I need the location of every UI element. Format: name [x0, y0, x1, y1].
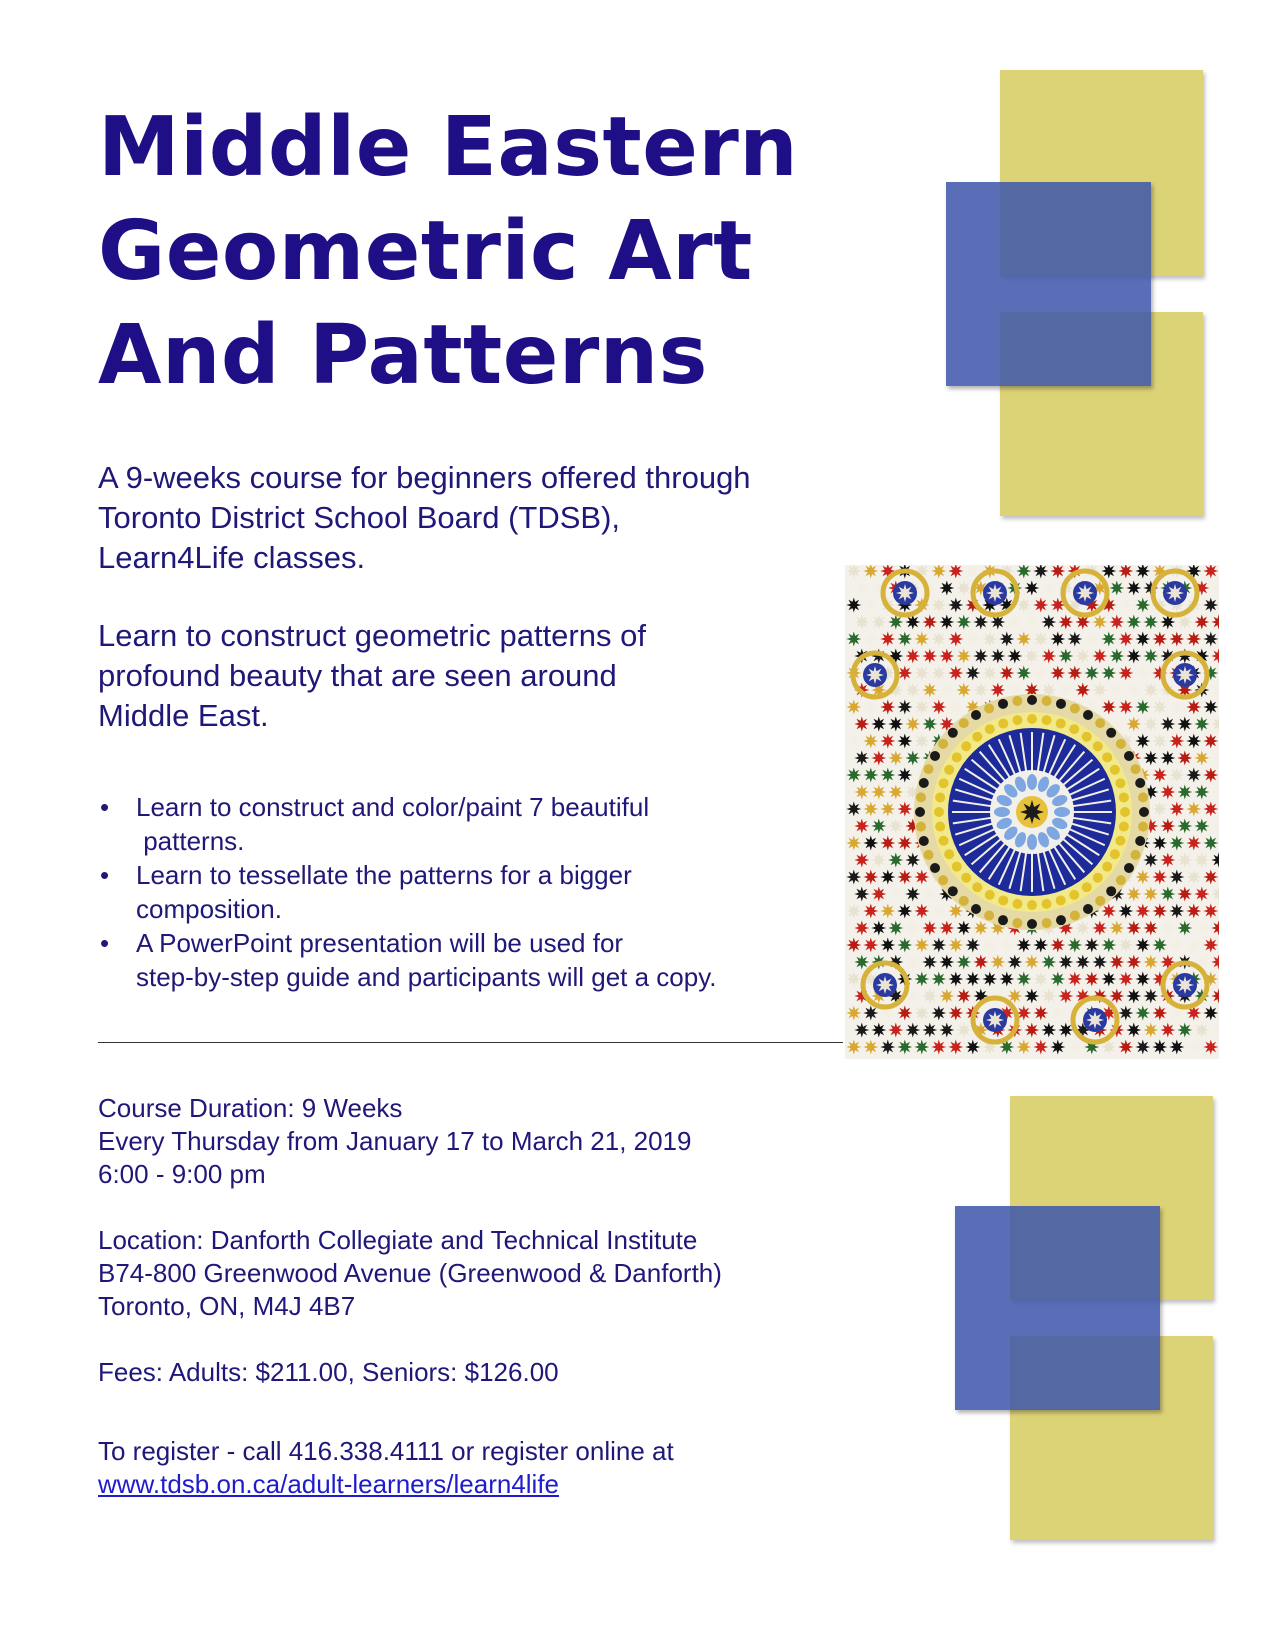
- section-divider: [98, 1042, 843, 1043]
- intro-p2-line-3: Middle East.: [98, 698, 269, 733]
- list-item-line-2: composition.: [136, 894, 282, 924]
- intro-paragraph-1: [98, 458, 838, 578]
- course-info: [98, 1092, 858, 1501]
- list-item-line-2: patterns.: [136, 826, 245, 856]
- course-schedule: Every Thursday from January 17 to March 21, 2019: [98, 1126, 692, 1156]
- feature-list: [98, 790, 838, 994]
- intro-p2-line-1: Learn to construct geometric patterns of: [98, 618, 646, 653]
- title-line-3: And Patterns: [98, 308, 708, 403]
- intro-text: [98, 458, 838, 736]
- location-line-2: B74-800 Greenwood Avenue (Greenwood & Danforth): [98, 1258, 722, 1288]
- list-item: [98, 926, 838, 994]
- intro-p2-line-2: profound beauty that are seen around: [98, 658, 617, 693]
- bullet-icon: •: [100, 928, 110, 958]
- list-item: [98, 790, 838, 858]
- intro-p1-line-3: Learn4Life classes.: [98, 540, 366, 575]
- register-text: To register - call 416.338.4111 or register online at: [98, 1436, 674, 1466]
- page-title: [98, 96, 858, 408]
- course-time: 6:00 - 9:00 pm: [98, 1159, 266, 1189]
- list-item-line-1: Learn to tessellate the patterns for a bigger: [136, 860, 632, 890]
- geometric-mosaic-icon: [845, 565, 1219, 1059]
- bullet-icon: •: [100, 792, 110, 822]
- intro-paragraph-2: [98, 616, 838, 736]
- title-line-2: Geometric Art: [98, 204, 753, 299]
- deco-blue-square-top: [946, 182, 1151, 386]
- fees: Fees: Adults: $211.00, Seniors: $126.00: [98, 1357, 559, 1387]
- register-link[interactable]: www.tdsb.on.ca/adult-learners/learn4life: [98, 1469, 560, 1499]
- list-item-line-2: step-by-step guide and participants will get a copy.: [136, 962, 717, 992]
- list-item: [98, 858, 838, 926]
- list-item-line-1: Learn to construct and color/paint 7 beautiful: [136, 792, 650, 822]
- title-line-1: Middle Eastern: [98, 100, 799, 195]
- intro-p1-line-1: A 9-weeks course for beginners offered through: [98, 460, 751, 495]
- location-line-3: Toronto, ON, M4J 4B7: [98, 1291, 356, 1321]
- course-duration: Course Duration: 9 Weeks: [98, 1093, 403, 1123]
- intro-p1-line-2: Toronto District School Board (TDSB),: [98, 500, 621, 535]
- list-item-line-1: A PowerPoint presentation will be used for: [136, 928, 624, 958]
- bullet-icon: •: [100, 860, 110, 890]
- location-line-1: Location: Danforth Collegiate and Technical Institute: [98, 1225, 698, 1255]
- deco-blue-square-bottom: [955, 1206, 1160, 1410]
